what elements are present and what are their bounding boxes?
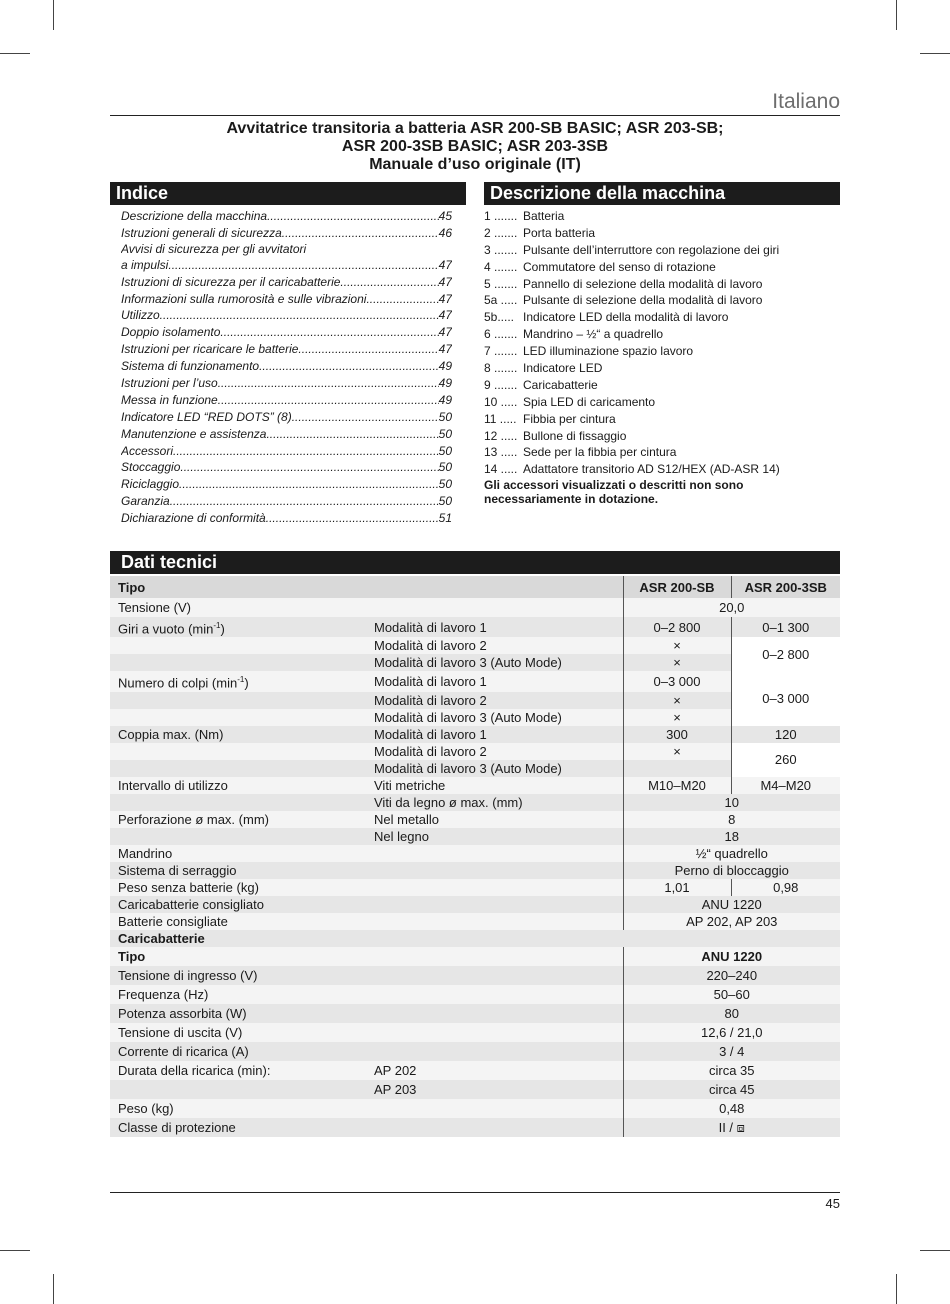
row-sublabel: Nel metallo <box>366 811 623 828</box>
row-label: Giri a vuoto $(\min^{-1})$ <box>110 617 366 637</box>
row-value: × <box>623 692 731 709</box>
title-line: ASR 200-3SB BASIC; ASR 203-3SB <box>341 138 609 155</box>
part-item <box>484 326 840 343</box>
row-label: Frequenza (Hz) <box>110 985 623 1004</box>
row-label: Tensione (V) <box>110 598 623 617</box>
row-label: Coppia max. (Nm) <box>110 726 366 743</box>
row-sublabel: Nel legno <box>366 828 623 845</box>
bottom-rule <box>110 1192 840 1193</box>
part-label: Indicatore LED della modalità di lavoro <box>523 310 729 325</box>
part-number: 3 ....... <box>484 242 518 257</box>
row-value: circa 35 <box>623 1061 840 1080</box>
leader-dots <box>292 409 439 426</box>
table-row <box>110 617 840 637</box>
toc-item-label: Avvisi di sicurezza per gli avvitatori <box>121 241 307 256</box>
leader-dots <box>218 375 439 392</box>
table-row <box>110 1023 840 1042</box>
leader-dots <box>218 392 439 409</box>
row-label: Caricabatterie consigliato <box>110 896 623 913</box>
toc-item[interactable] <box>121 307 452 324</box>
row-value: 0–3 000 <box>623 671 731 691</box>
toc-item-label: Indicatore LED “RED DOTS” (8) <box>121 409 292 424</box>
table-row <box>110 811 840 828</box>
part-number: 6 ....... <box>484 327 518 342</box>
row-value: 80 <box>623 1004 840 1023</box>
row-value: 220–240 <box>623 966 840 985</box>
accessories-note: Gli accessori visualizzati o descritti non sono necessariamente in dotazione. <box>484 478 744 507</box>
toc-item-page: 50 <box>438 443 452 458</box>
table-row <box>110 743 840 760</box>
table-row <box>110 709 840 726</box>
toc-item[interactable] <box>121 274 452 291</box>
toc-item-label: Riciclaggio <box>121 477 180 492</box>
part-label: Fibbia per cintura <box>523 411 616 426</box>
table-section-row <box>110 930 840 947</box>
part-label: Pulsante di selezione della modalità di lavoro <box>523 293 763 308</box>
part-item <box>484 343 840 360</box>
table-row <box>110 1118 840 1137</box>
toc-item-page: 50 <box>438 477 452 492</box>
crop-mark <box>896 0 897 30</box>
part-item <box>484 309 840 326</box>
toc-item-page: 46 <box>438 225 452 240</box>
part-number: 12 ..... <box>484 428 518 443</box>
toc-item-label: Istruzioni generali di sicurezza <box>121 225 282 240</box>
title-line: Manuale d’uso originale (IT) <box>369 156 581 173</box>
tech-heading: Dati tecnici <box>110 551 840 574</box>
leader-dots <box>180 459 438 476</box>
machine-heading: Descrizione della macchina <box>484 182 840 205</box>
row-value: ANU 1220 <box>623 896 840 913</box>
toc-item-label: Garanzia <box>121 494 170 509</box>
table-row <box>110 862 840 879</box>
toc-item-page: 49 <box>438 376 452 391</box>
part-number: 1 ....... <box>484 209 518 223</box>
part-label: Indicatore LED <box>523 361 603 376</box>
table-row <box>110 985 840 1004</box>
row-label: Batterie consigliate <box>110 913 623 930</box>
row-value: × <box>623 743 731 760</box>
part-item <box>484 428 840 445</box>
table-row <box>110 1061 840 1080</box>
toc-item-label: Dichiarazione di conformità <box>121 511 266 526</box>
table-row <box>110 692 840 709</box>
row-value: ½“ quadrello <box>623 845 840 862</box>
toc-item-line <box>121 242 452 257</box>
part-item <box>484 276 840 293</box>
row-value: 300 <box>623 726 731 743</box>
table-row <box>110 760 840 777</box>
row-value: 50–60 <box>623 985 840 1004</box>
toc-item-page: 47 <box>438 342 452 357</box>
table-of-contents <box>121 208 452 527</box>
toc-item-page: 50 <box>438 426 452 441</box>
part-item <box>484 360 840 377</box>
toc-item-page: 49 <box>438 359 452 374</box>
row-label: Tensione di ingresso (V) <box>110 966 623 985</box>
part-label: Caricabatterie <box>523 377 598 392</box>
row-sublabel: Modalità di lavoro 1 <box>366 617 623 637</box>
leader-dots <box>170 493 439 510</box>
leader-dots <box>179 476 439 493</box>
part-number: 5b..... <box>484 310 515 325</box>
table-row <box>110 966 840 985</box>
part-number: 9 ....... <box>484 377 518 392</box>
crop-mark <box>53 1274 54 1304</box>
leader-dots <box>340 274 438 291</box>
leader-dots <box>298 341 438 358</box>
leader-dots <box>366 291 438 308</box>
toc-item-page: 45 <box>438 209 452 223</box>
row-sublabel: AP 202 <box>366 1061 623 1080</box>
toc-item[interactable] <box>121 409 452 426</box>
row-sublabel: AP 203 <box>366 1080 623 1099</box>
leader-dots <box>173 443 439 460</box>
part-number: 4 ....... <box>484 259 518 274</box>
toc-item-page: 47 <box>438 291 452 306</box>
toc-item-label: Accessori <box>121 443 174 458</box>
leader-dots <box>220 324 438 341</box>
row-value: circa 45 <box>623 1080 840 1099</box>
row-value: M4–M20 <box>731 777 840 794</box>
toc-item[interactable] <box>121 426 452 443</box>
row-value: AP 202, AP 203 <box>623 913 840 930</box>
page-number: 45 <box>825 1196 840 1211</box>
toc-item-label: Informazioni sulla rumorosità e sulle vibrazioni <box>121 291 367 306</box>
col-tipo: Tipo <box>110 576 623 598</box>
table-row <box>110 1080 840 1099</box>
toc-item[interactable] <box>121 443 452 460</box>
leader-dots <box>266 426 438 443</box>
row-value: 1,01 <box>623 879 731 896</box>
toc-item-label: Istruzioni per ricaricare le batterie <box>121 342 299 357</box>
document-title <box>110 120 840 174</box>
part-item <box>484 292 840 309</box>
crop-mark <box>53 0 54 30</box>
toc-item[interactable] <box>121 257 452 274</box>
row-label: Tipo <box>110 947 623 966</box>
part-number: 7 ....... <box>484 344 518 359</box>
toc-item[interactable] <box>121 392 452 409</box>
toc-item[interactable] <box>121 476 452 493</box>
toc-item-page: 51 <box>438 511 452 526</box>
part-item <box>484 411 840 428</box>
row-label: Corrente di ricarica (A) <box>110 1042 623 1061</box>
toc-item-page: 50 <box>438 409 452 424</box>
toc-item[interactable] <box>121 493 452 510</box>
parts-list <box>484 208 840 506</box>
table-row <box>110 896 840 913</box>
row-label: Intervallo di utilizzo <box>110 777 366 794</box>
part-number: 14 ..... <box>484 462 518 477</box>
part-label: Sede per la fibbia per cintura <box>523 445 677 460</box>
part-item <box>484 377 840 394</box>
part-number: 11 ..... <box>484 411 517 426</box>
table-row <box>110 777 840 794</box>
row-label: Classe di protezione <box>110 1118 623 1137</box>
toc-item-label: Utilizzo <box>121 308 160 323</box>
part-item <box>484 461 840 478</box>
part-item <box>484 394 840 411</box>
leader-dots <box>282 225 439 242</box>
toc-item-label: Istruzioni di sicurezza per il caricabatterie <box>121 274 341 289</box>
top-rule <box>110 115 840 116</box>
row-sublabel: Viti metriche <box>366 777 623 794</box>
toc-item[interactable] <box>121 375 452 392</box>
leader-dots <box>168 257 438 274</box>
toc-item-label: Sistema di funzionamento <box>121 359 260 374</box>
part-label: Batteria <box>523 209 565 223</box>
table-row <box>110 845 840 862</box>
leader-dots <box>266 510 439 527</box>
row-label: Perforazione ø max. (mm) <box>110 811 366 828</box>
row-label: Peso (kg) <box>110 1099 623 1118</box>
row-value: × <box>623 654 731 671</box>
table-row <box>110 879 840 896</box>
toc-item[interactable] <box>121 358 452 375</box>
section-label: Caricabatterie <box>110 930 840 947</box>
row-value: 0,98 <box>731 879 840 896</box>
row-value: 0–2 800 <box>731 637 840 671</box>
part-number: 10 ..... <box>484 394 518 409</box>
row-value: 260 <box>731 743 840 777</box>
part-number: 5 ....... <box>484 276 518 291</box>
crop-mark <box>0 53 30 54</box>
table-row <box>110 671 840 691</box>
row-label: Sistema di serraggio <box>110 862 623 879</box>
row-sublabel: Viti da legno ø max. (mm) <box>366 794 623 811</box>
row-label: Tensione di uscita (V) <box>110 1023 623 1042</box>
table-row <box>110 1042 840 1061</box>
crop-mark <box>920 1250 950 1251</box>
toc-item[interactable] <box>121 324 452 341</box>
toc-item-page: 47 <box>438 325 452 340</box>
table-row <box>110 654 840 671</box>
row-value: × <box>623 709 731 726</box>
row-value: 3 / 4 <box>623 1042 840 1061</box>
row-sublabel: Modalità di lavoro 3 (Auto Mode) <box>366 654 623 671</box>
table-row <box>110 828 840 845</box>
row-label: Peso senza batterie (kg) <box>110 879 623 896</box>
row-value: ANU 1220 <box>623 947 840 966</box>
part-label: Porta batteria <box>523 225 596 240</box>
row-sublabel: Modalità di lavoro 1 <box>366 671 623 691</box>
toc-item-page: 50 <box>438 494 452 509</box>
row-label: Durata della ricarica (min): <box>110 1061 366 1080</box>
row-value: 8 <box>623 811 840 828</box>
toc-item-label: Manutenzione e assistenza <box>121 426 267 441</box>
row-value: 0,48 <box>623 1099 840 1118</box>
part-label: Adattatore transitorio AD S12/HEX (AD-ASR 14) <box>523 462 780 477</box>
row-value: 12,6 / 21,0 <box>623 1023 840 1042</box>
part-number: 13 ..... <box>484 445 518 460</box>
row-sublabel: Modalità di lavoro 2 <box>366 743 623 760</box>
row-sublabel: Modalità di lavoro 2 <box>366 637 623 654</box>
toc-item-page: 49 <box>438 392 452 407</box>
row-label: Mandrino <box>110 845 623 862</box>
row-value: 0–3 000 <box>731 671 840 725</box>
row-value: M10–M20 <box>623 777 731 794</box>
part-item <box>484 208 840 225</box>
leader-dots <box>267 208 439 225</box>
table-row <box>110 726 840 743</box>
row-value: 20,0 <box>623 598 840 617</box>
table-row <box>110 794 840 811</box>
tech-table <box>110 576 840 1137</box>
table-row <box>110 913 840 930</box>
col-asr200sb: ASR 200-SB <box>623 576 731 598</box>
table-row <box>110 598 840 617</box>
toc-item-label: Messa in funzione <box>121 392 218 407</box>
row-label: Numero di colpi $(\min^{-1})$ <box>110 671 366 691</box>
toc-item-label: Descrizione della macchina <box>121 209 268 223</box>
toc-item-label: Doppio isolamento <box>121 325 221 340</box>
toc-item[interactable] <box>121 208 452 225</box>
toc-item[interactable] <box>121 225 452 242</box>
crop-mark <box>896 1274 897 1304</box>
part-number: 5a ..... <box>484 293 518 308</box>
title-line: Avvitatrice transitoria a batteria ASR 200-SB BASIC; ASR 203-SB; <box>226 120 724 137</box>
row-sublabel: Modalità di lavoro 3 (Auto Mode) <box>366 709 623 726</box>
row-value: Perno di bloccaggio <box>623 862 840 879</box>
part-item <box>484 225 840 242</box>
row-value: II / ⧈ <box>623 1118 840 1137</box>
toc-item[interactable] <box>121 459 452 476</box>
part-number: 8 ....... <box>484 361 518 376</box>
row-value: 0–2 800 <box>623 617 731 637</box>
row-sublabel: Modalità di lavoro 3 (Auto Mode) <box>366 760 623 777</box>
toc-item-page: 47 <box>438 274 452 289</box>
part-label: LED illuminazione spazio lavoro <box>523 344 694 359</box>
row-sublabel: Modalità di lavoro 2 <box>366 692 623 709</box>
part-item <box>484 444 840 461</box>
col-asr200-3sb: ASR 200-3SB <box>731 576 840 598</box>
crop-mark <box>0 1250 30 1251</box>
part-label: Pulsante dell’interruttore con regolazione dei giri <box>523 242 780 257</box>
leader-dots <box>259 358 439 375</box>
toc-item-page: 47 <box>438 308 452 323</box>
toc-heading: Indice <box>110 182 466 205</box>
part-label: Bullone di fissaggio <box>523 428 627 443</box>
part-item <box>484 242 840 259</box>
row-value <box>623 760 731 777</box>
table-row <box>110 637 840 654</box>
language-label: Italiano <box>772 90 840 113</box>
part-label: Pannello di selezione della modalità di lavoro <box>523 276 763 291</box>
part-item <box>484 259 840 276</box>
toc-item-page: 50 <box>438 460 452 475</box>
leader-dots <box>160 307 439 324</box>
table-row <box>110 1004 840 1023</box>
toc-item[interactable] <box>121 341 452 358</box>
row-label: Potenza assorbita (W) <box>110 1004 623 1023</box>
row-sublabel: Modalità di lavoro 1 <box>366 726 623 743</box>
table-row <box>110 1099 840 1118</box>
table-header-row <box>110 576 840 598</box>
row-value: 120 <box>731 726 840 743</box>
toc-item-label: a impulsi <box>121 257 169 272</box>
row-value: × <box>623 637 731 654</box>
toc-item[interactable] <box>121 291 452 308</box>
part-label: Commutatore del senso di rotazione <box>523 259 716 274</box>
toc-item-label: Stoccaggio <box>121 460 181 475</box>
row-value: 10 <box>623 794 840 811</box>
toc-item[interactable] <box>121 510 452 527</box>
part-label: Spia LED di caricamento <box>523 394 656 409</box>
row-value: 0–1 300 <box>731 617 840 637</box>
crop-mark <box>920 53 950 54</box>
toc-item-label: Istruzioni per l’uso <box>121 376 218 391</box>
part-number: 2 ....... <box>484 225 518 240</box>
table-row <box>110 947 840 966</box>
part-label: Mandrino – ½“ a quadrello <box>523 327 664 342</box>
row-value: 18 <box>623 828 840 845</box>
toc-item-page: 47 <box>438 257 452 272</box>
